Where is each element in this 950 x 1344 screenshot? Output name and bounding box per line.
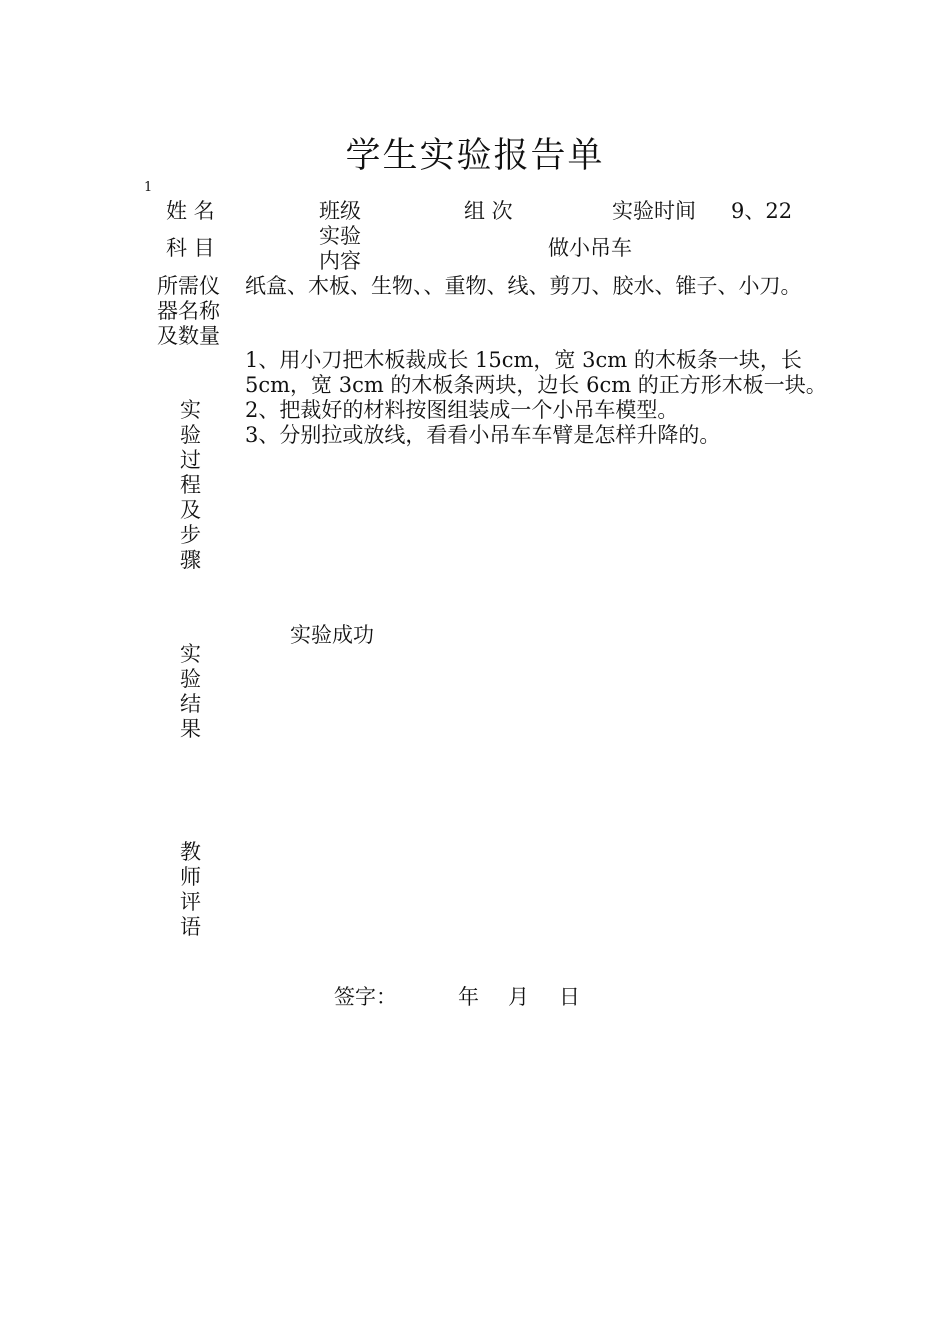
- materials-label-line-2: 器名称: [157, 299, 220, 323]
- content-label-line-1: 实验: [319, 224, 361, 248]
- name-label: 姓 名: [166, 199, 215, 223]
- page-number: 1: [144, 180, 153, 195]
- signature-label: 签字：: [334, 985, 397, 1009]
- process-label-char: 验: [180, 423, 201, 447]
- content-label-line-2: 内容: [319, 249, 361, 273]
- process-label-char: 实: [180, 398, 201, 422]
- process-label-char: 过: [180, 448, 201, 472]
- process-label-char: 步: [180, 523, 201, 547]
- result-label-char: 验: [180, 667, 201, 691]
- process-steps: [245, 348, 827, 448]
- page-title: 学生实验报告单: [345, 136, 605, 176]
- materials-label-line-1: 所需仪: [157, 274, 220, 298]
- subject-label: 科 目: [166, 236, 215, 260]
- signature-month: 月: [508, 985, 529, 1009]
- result-label-char: 果: [180, 717, 201, 741]
- materials-value: 纸盒、木板、生物、、重物、线、剪刀、胶水、锥子、小刀。: [245, 274, 802, 298]
- process-label: [180, 398, 201, 573]
- process-step-line: 2、把裁好的材料按图组装成一个小吊车模型。: [245, 398, 679, 422]
- result-label: [180, 642, 201, 742]
- process-label-char: 及: [180, 498, 201, 522]
- process-step-line: 5cm，宽 3cm 的木板条两块，边长 6cm 的正方形木板一块。: [245, 373, 827, 397]
- process-label-char: 骤: [180, 548, 201, 572]
- signature-year: 年: [458, 985, 479, 1009]
- time-value: 9、22: [731, 199, 793, 223]
- content-label: [319, 224, 361, 274]
- materials-label: [157, 274, 220, 349]
- signature-day: 日: [559, 985, 580, 1009]
- process-step-line: 3、分别拉或放线，看看小吊车车臂是怎样升降的。: [245, 423, 721, 447]
- process-label-char: 程: [180, 473, 201, 497]
- result-label-char: 实: [180, 642, 201, 666]
- class-label: 班级: [319, 199, 361, 223]
- comment-label-char: 师: [180, 865, 201, 889]
- result-value: 实验成功: [290, 623, 374, 647]
- process-step-line: 1、用小刀把木板裁成长 15cm，宽 3cm 的木板条一块，长: [245, 348, 802, 372]
- content-value: 做小吊车: [548, 236, 632, 260]
- comment-label: [180, 840, 201, 940]
- materials-label-line-3: 及数量: [157, 324, 220, 348]
- result-label-char: 结: [180, 692, 201, 716]
- group-label: 组 次: [464, 199, 513, 223]
- comment-label-char: 评: [180, 890, 201, 914]
- comment-label-char: 语: [180, 915, 201, 939]
- comment-label-char: 教: [180, 840, 201, 864]
- time-label: 实验时间: [612, 199, 696, 223]
